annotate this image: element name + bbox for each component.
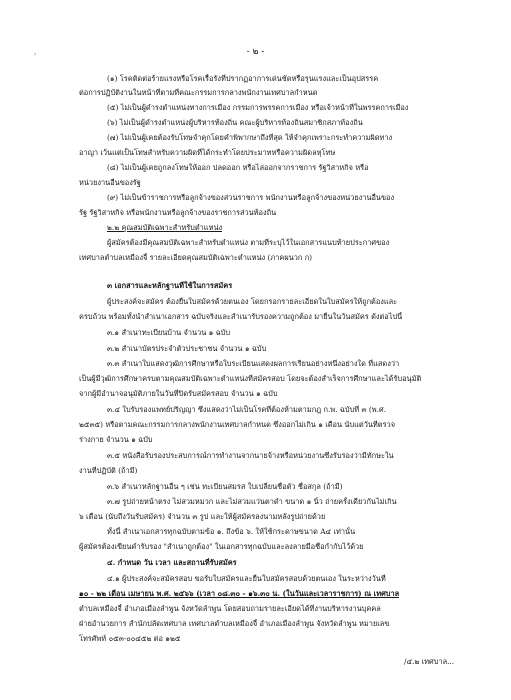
criteria-line-6: (๖) ไม่เป็นผู้ดำรงตำแหน่งผู้บริหารท้องถิ่น คณะผู้บริหารท้องถิ่นสมาชิกสภาท้องถิ่น (107, 118, 363, 127)
section-2-2-heading: ๒.๒ คุณสมบัติเฉพาะสำหรับตำแหน่ง (107, 223, 223, 232)
section-3-intro-cont: ครบถ้วน พร้อมทั้งนำสำเนาเอกสาร ฉบับจริงและสำเนารับรองความถูกต้อง มายื่นในวันสมัคร ดังต่อไปนี้ (79, 312, 403, 321)
item-4-1-place: ตำบลเหมืองจี้ อำเภอเมืองลำพูน จังหวัดลำพูน โดยสอบถามรายละเอียดได้ที่งานบริหารงานบุคคล (79, 604, 381, 613)
item-3-3-cont-1: เป็นผู้มีวุฒิการศึกษาครบตามคุณสมบัติเฉพาะตำแหน่งที่สมัครสอบ โดยจะต้องสำเร็จการศึกษาและได้รับอนุมัติ (79, 374, 422, 383)
criteria-line-4: (๑) โรคติดต่อร้ายแรงหรือโรคเรื้อรังที่ปรากฏอาการเด่นชัดหรือรุนแรงและเป็นอุปสรรค (107, 74, 379, 83)
criteria-line-9: (๙) ไม่เป็นข้าราชการหรือลูกจ้างของส่วนราชการ พนักงานหรือลูกจ้างของหน่วยงานอื่นของ (107, 193, 395, 202)
section-4-heading: ๔. กำหนด วัน เวลา และสถานที่รับสมัคร (107, 558, 237, 567)
criteria-line-4-cont: ต่อการปฏิบัติงานในหน้าที่ตามที่คณะกรรมการกลางพนักงานเทศบาลกำหนด (79, 88, 318, 97)
copy-note: ทั้งนี้ สำเนาเอกสารทุกฉบับตามข้อ ๑. ถึงข้อ ๖. ให้ใช้กระดาษขนาด A๔ เท่านั้น (107, 527, 356, 536)
item-3-3: ๓.๓ สำเนาใบแสดงวุฒิการศึกษาหรือใบระเบียนแสดงผลการเรียนอย่างหนึ่งอย่างใด ที่แสดงว่า (107, 359, 400, 368)
section-2-2-text-cont: เทศบาลตำบลเหมืองจี้ รายละเอียดคุณสมบัติเฉพาะตำแหน่ง (ภาคผนวก ก) (79, 253, 313, 262)
item-4-1-office: ฝ่ายอำนวยการ สำนักปลัดเทศบาล เทศบาลตำบลเหมืองจี้ อำเภอเมืองลำพูน จังหวัดลำพูน หมายเลข (79, 619, 390, 628)
item-3-7: ๓.๗ รูปถ่ายหน้าตรง ไม่สวมหมวก และไม่สวมแว่นตาดำ ขนาด ๑ นิ้ว ถ่ายครั้งเดียวกันไม่เกิน (107, 497, 397, 506)
criteria-line-9-cont: รัฐ รัฐวิสาหกิจ หรือพนักงานหรือลูกจ้างของราชการส่วนท้องถิ่น (79, 208, 277, 217)
item-3-3-cont-2: จากผู้มีอำนาจอนุมัติภายในวันที่ปิดรับสมัครสอบ จำนวน ๑ ฉบับ (79, 389, 278, 398)
page-number: - ๒ - (246, 47, 265, 57)
criteria-line-5: (๕) ไม่เป็นผู้ดำรงตำแหน่งทางการเมือง กรรมการพรรคการเมือง หรือเจ้าหน้าที่ในพรรคการเมือง (107, 103, 409, 112)
item-3-4: ๓.๔ ใบรับรองแพทย์ปริญญา ซึ่งแสดงว่าไม่เป็นโรคที่ต้องห้ามตามกฎ ก.พ. ฉบับที่ ๓ (พ.ศ. (107, 405, 387, 414)
section-2-2-text: ผู้สมัครต้องมีคุณสมบัติเฉพาะสำหรับตำแหน่ง ตามที่ระบุไว้ในเอกสารแนบท้ายประกาศของ (107, 238, 390, 247)
item-3-4-cont-1: ๒๕๓๕) หรือตามคณะกรรมการกลางพนักงานเทศบาลกำหนด ซึ่งออกไม่เกิน ๑ เดือน นับแต่วันที่ตรวจ (79, 420, 396, 429)
item-3-5-cont: งานที่ปฏิบัติ (ถ้ามี) (79, 466, 138, 475)
criteria-line-7-cont: อาญา เว้นแต่เป็นโทษสำหรับความผิดที่ได้กระทำโดยประมาทหรือความผิดลหุโทษ (79, 148, 336, 157)
item-3-2: ๓.๒ สำเนาบัตรประจำตัวประชาชน จำนวน ๑ ฉบับ (107, 344, 267, 353)
item-3-4-cont-2: ร่างกาย จำนวน ๑ ฉบับ (79, 435, 153, 444)
section-3-heading: ๓ เอกสารและหลักฐานที่ใช้ในการสมัคร (107, 281, 233, 290)
item-3-7-cont: ๖ เดือน (นับถึงวันรับสมัคร) จำนวน ๓ รูป และให้ผู้สมัครลงนามหลังรูปถ่ายด้วย (79, 512, 326, 521)
item-3-6: ๓.๖ สำเนาหลักฐานอื่น ๆ เช่น ทะเบียนสมรส ใบเปลี่ยนชื่อตัว ชื่อสกุล (ถ้ามี) (107, 482, 343, 491)
criteria-line-7: (๗) ไม่เป็นผู้เคยต้องรับโทษจำคุกโดยคำพิพากษาถึงที่สุด ให้จำคุกเพราะกระทำความผิดทาง (107, 133, 393, 142)
item-3-1: ๓.๑ สำเนาทะเบียนบ้าน จำนวน ๑ ฉบับ (107, 328, 231, 337)
item-3-5: ๓.๕ หนังสือรับรองประสบการณ์การทำงานจากนายจ้างหรือหน่วยงานซึ่งรับรองว่ามีทักษะใน (107, 451, 394, 460)
item-4-1: ๔.๑ ผู้ประสงค์จะสมัครสอบ ขอรับใบสมัครและยื่นใบสมัครสอบด้วยตนเอง ในระหว่างวันที่ (107, 574, 386, 583)
copy-note-cont: ผู้สมัครต้องเขียนคำรับรอง "สำเนาถูกต้อง" ในเอกสารทุกฉบับและลงลายมือชื่อกำกับไว้ด้วย (79, 542, 364, 551)
section-3-intro: ผู้ประสงค์จะสมัคร ต้องยื่นใบสมัครด้วยตนเอง โดยกรอกรายละเอียดในใบสมัครให้ถูกต้องและ (107, 297, 398, 306)
margin-mark: ' (34, 52, 37, 61)
item-4-1-phone: โทรศัพท์ ๐๕๓-๐๐๔๕๒ ต่อ ๑๒๕ (79, 634, 181, 643)
criteria-line-8-cont: หน่วยงานอื่นของรัฐ (79, 178, 141, 187)
continued-note: /๔.๒ เทศบาล... (404, 657, 455, 666)
item-4-1-dates: ๑๐ - ๒๒ เดือน เมษายน พ.ศ. ๒๕๖๖ (เวลา ๐๘.๓๐ - ๑๖.๓๐ น. (ในวันและเวลาราชการ) ณ เทศบาล (79, 589, 400, 598)
criteria-line-8: (๘) ไม่เป็นผู้เคยถูกลงโทษให้ออก ปลดออก หรือไล่ออกจากราชการ รัฐวิสาหกิจ หรือ (107, 163, 369, 172)
